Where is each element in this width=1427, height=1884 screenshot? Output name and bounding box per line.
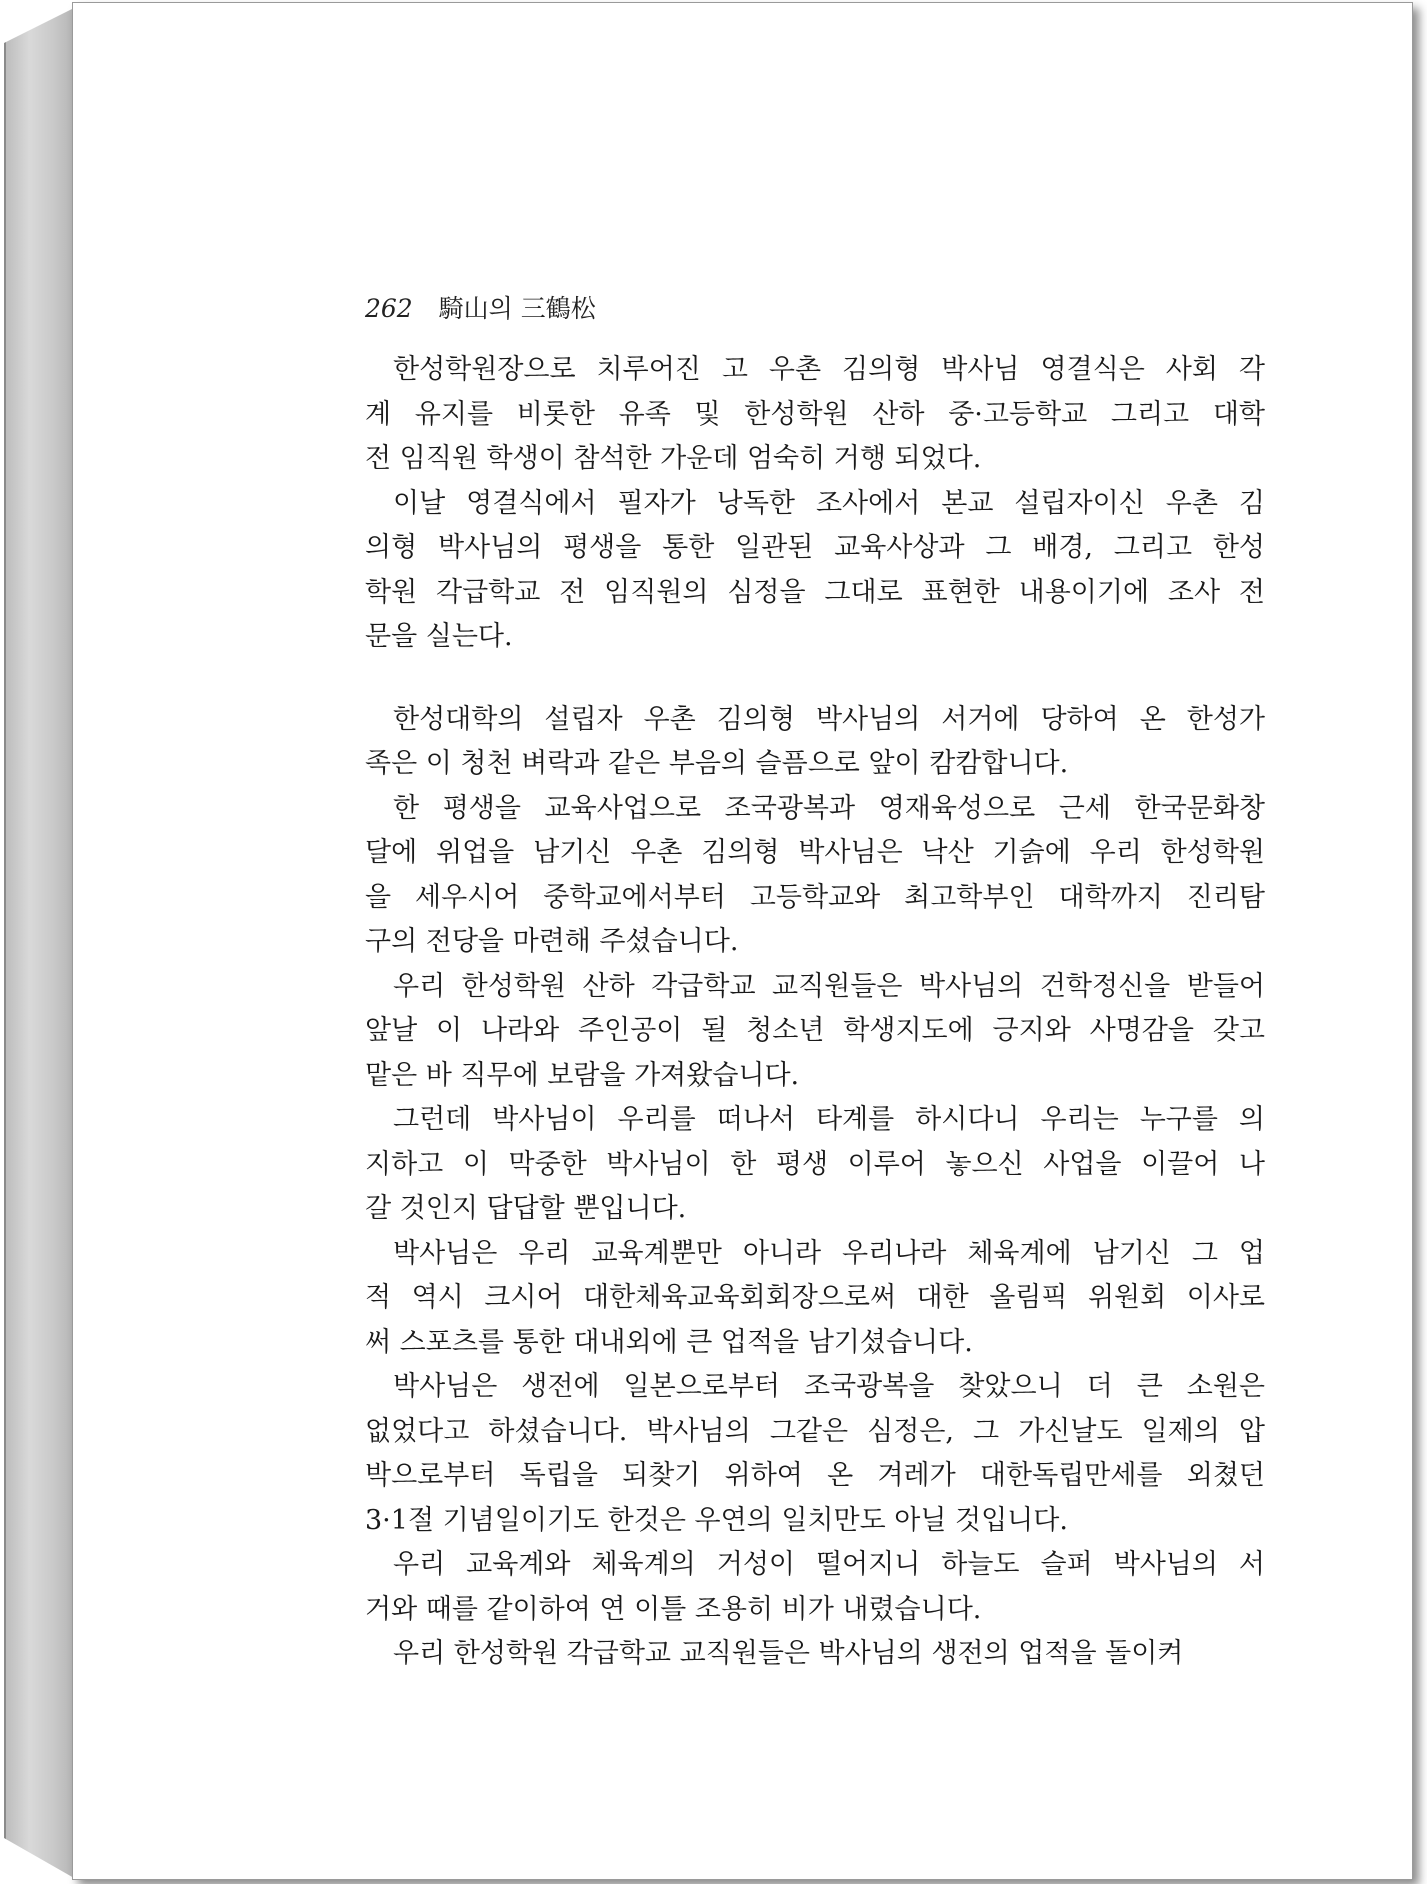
text-line: 을 세우시어 중학교에서부터 고등학교와 최고학부인 대학까지 진리탐 (365, 881, 1265, 913)
text-line: 박으로부터 독립을 되찾기 위하여 온 겨레가 대한독립만세를 외쳤던 (365, 1460, 1265, 1491)
running-header (365, 289, 596, 325)
text-line: 적 역시 크시어 대한체육교육회회장으로써 대한 올림픽 위원회 이사로 (365, 1282, 1265, 1313)
paragraph (365, 1098, 1265, 1232)
book-title: 騎山의 三鶴松 (438, 294, 596, 323)
book-page (72, 2, 1413, 1880)
text-line: 한 평생을 교육사업으로 조국광복과 영재육성으로 근세 한국문화창 (393, 792, 1265, 824)
text-line: 써 스포츠를 통한 대내외에 큰 업적을 남기셨습니다. (365, 1326, 973, 1358)
text-line: 그런데 박사님이 우리를 떠나서 타계를 하시다니 우리는 누구를 의 (393, 1104, 1265, 1135)
text-line: 없었다고 하셨습니다. 박사님의 그같은 심정은, 그 가신날도 일제의 압 (365, 1415, 1265, 1447)
text-line: 이날 영결식에서 필자가 낭독한 조사에서 본교 설립자이신 우촌 김 (393, 487, 1265, 519)
text-line: 갈 것인지 답답할 뿐입니다. (365, 1193, 687, 1224)
text-line: 문을 실는다. (365, 621, 513, 652)
text-line: 우리 한성학원 산하 각급학교 교직원들은 박사님의 건학정신을 받들어 (393, 970, 1265, 1002)
book-spine-edge (4, 8, 74, 1878)
paragraph (365, 348, 1265, 482)
text-line: 의형 박사님의 평생을 통한 일관된 교육사상과 그 배경, 그리고 한성 (365, 532, 1265, 563)
section-gap (365, 660, 1265, 698)
paragraph (365, 965, 1265, 1099)
text-line: 박사님은 생전에 일본으로부터 조국광복을 찾았으니 더 큰 소원은 (393, 1371, 1265, 1402)
paragraph (365, 698, 1265, 787)
paragraph (365, 1232, 1265, 1366)
text-line: 3·1절 기념일이기도 한것은 우연의 일치만도 아닐 것입니다. (365, 1504, 1068, 1536)
text-line: 박사님은 우리 교육계뿐만 아니라 우리나라 체육계에 남기신 그 업 (393, 1237, 1265, 1269)
text-line: 한성학원장으로 치루어진 고 우촌 김의형 박사님 영결식은 사회 각 (393, 354, 1265, 385)
text-line: 거와 때를 같이하여 연 이틀 조용히 비가 내렸습니다. (365, 1593, 982, 1625)
text-line: 한성대학의 설립자 우촌 김의형 박사님의 서거에 당하여 온 한성가 (393, 703, 1265, 735)
text-line: 앞날 이 나라와 주인공이 될 청소년 학생지도에 긍지와 사명감을 갖고 (365, 1015, 1265, 1046)
text-line: 우리 교육계와 체육계의 거성이 떨어지니 하늘도 슬퍼 박사님의 서 (393, 1549, 1265, 1580)
paragraph (365, 1543, 1265, 1632)
text-line: 달에 위업을 남기신 우촌 김의형 박사님은 낙산 기슭에 우리 한성학원 (365, 837, 1265, 868)
paragraph (365, 482, 1265, 660)
paragraph (365, 1632, 1265, 1677)
text-line: 전 임직원 학생이 참석한 가운데 엄숙히 거행 되었다. (365, 443, 982, 474)
text-line: 맡은 바 직무에 보람을 가져왔습니다. (365, 1059, 800, 1091)
text-line: 지하고 이 막중한 박사님이 한 평생 이루어 놓으신 사업을 이끌어 나 (365, 1148, 1265, 1180)
page-body-text (365, 348, 1265, 1677)
paragraph (365, 787, 1265, 965)
text-line: 족은 이 청천 벼락과 같은 부음의 슬픔으로 앞이 캄캄합니다. (365, 748, 1069, 779)
text-line: 학원 각급학교 전 임직원의 심정을 그대로 표현한 내용이기에 조사 전 (365, 576, 1265, 608)
text-line: 구의 전당을 마련해 주셨습니다. (365, 926, 739, 957)
text-line: 우리 한성학원 각급학교 교직원들은 박사님의 생전의 업적을 돌이켜 (393, 1638, 1184, 1669)
text-line: 계 유지를 비롯한 유족 및 한성학원 산하 중·고등학교 그리고 대학 (365, 398, 1265, 430)
paragraph (365, 1365, 1265, 1543)
page-number: 262 (365, 294, 413, 323)
